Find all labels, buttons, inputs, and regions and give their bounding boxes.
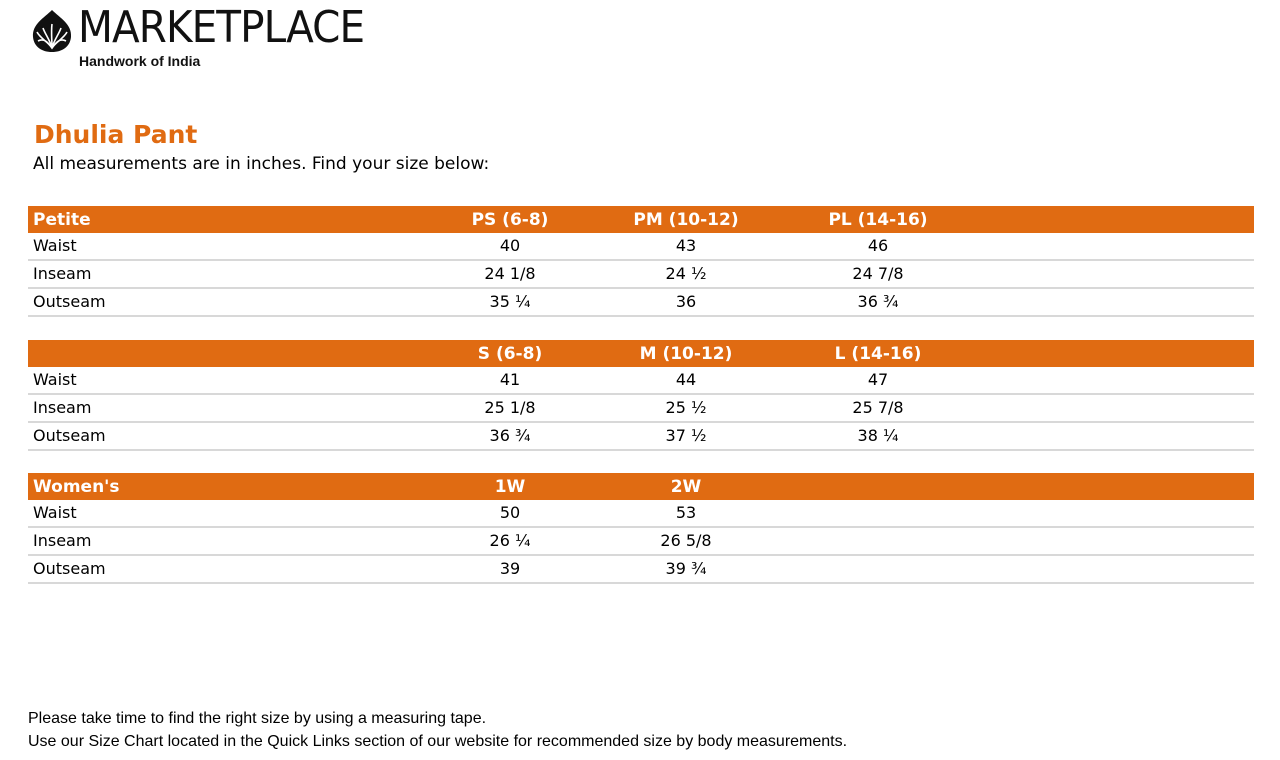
- table-row: Inseam 24 1/8 24 ½ 24 7/8: [28, 261, 1254, 289]
- measurement-label: Waist: [33, 236, 77, 255]
- size-table: [28, 473, 1254, 584]
- table-row: Outseam 35 ¼ 36 36 ¾: [28, 289, 1254, 317]
- table-header: S (6-8) M (10-12) L (14-16): [28, 340, 1254, 367]
- measurement-label: Outseam: [33, 559, 106, 578]
- table-row: Waist 41 44 47: [28, 367, 1254, 395]
- lotus-leaf-icon: [30, 8, 74, 54]
- table-row: Outseam 36 ¾ 37 ½ 38 ¼: [28, 423, 1254, 451]
- measurement-label: Waist: [33, 503, 77, 522]
- footnote-line-1: Please take time to find the right size by using a measuring tape.: [28, 710, 487, 727]
- brand-tagline: Handwork of India: [79, 53, 201, 69]
- footnote-line-2: Use our Size Chart located in the Quick Links section of our website for recommended size by body measurements.: [28, 733, 848, 750]
- size-table: [28, 340, 1254, 451]
- table-row: Outseam 39 39 ¾: [28, 556, 1254, 584]
- measurement-label: Outseam: [33, 426, 106, 445]
- table-row: Waist 50 53: [28, 500, 1254, 528]
- table-category-label: Petite: [33, 210, 91, 230]
- table-header: Women's 1W 2W: [28, 473, 1254, 500]
- table-row: Waist 40 43 46: [28, 233, 1254, 261]
- measurement-label: Inseam: [33, 531, 92, 550]
- measurement-label: Waist: [33, 370, 77, 389]
- brand-name: MARKETPLACE: [78, 2, 365, 53]
- table-header: Petite PS (6-8) PM (10-12) PL (14-16): [28, 206, 1254, 233]
- intro-text: All measurements are in inches. Find your size below:: [33, 154, 490, 174]
- measurement-label: Outseam: [33, 292, 106, 311]
- table-category-label: Women's: [33, 477, 120, 497]
- measurement-label: Inseam: [33, 398, 92, 417]
- table-row: Inseam 25 1/8 25 ½ 25 7/8: [28, 395, 1254, 423]
- measurement-label: Inseam: [33, 264, 92, 283]
- page-title: Dhulia Pant: [34, 120, 198, 149]
- table-row: Inseam 26 ¼ 26 5/8: [28, 528, 1254, 556]
- size-table: [28, 206, 1254, 317]
